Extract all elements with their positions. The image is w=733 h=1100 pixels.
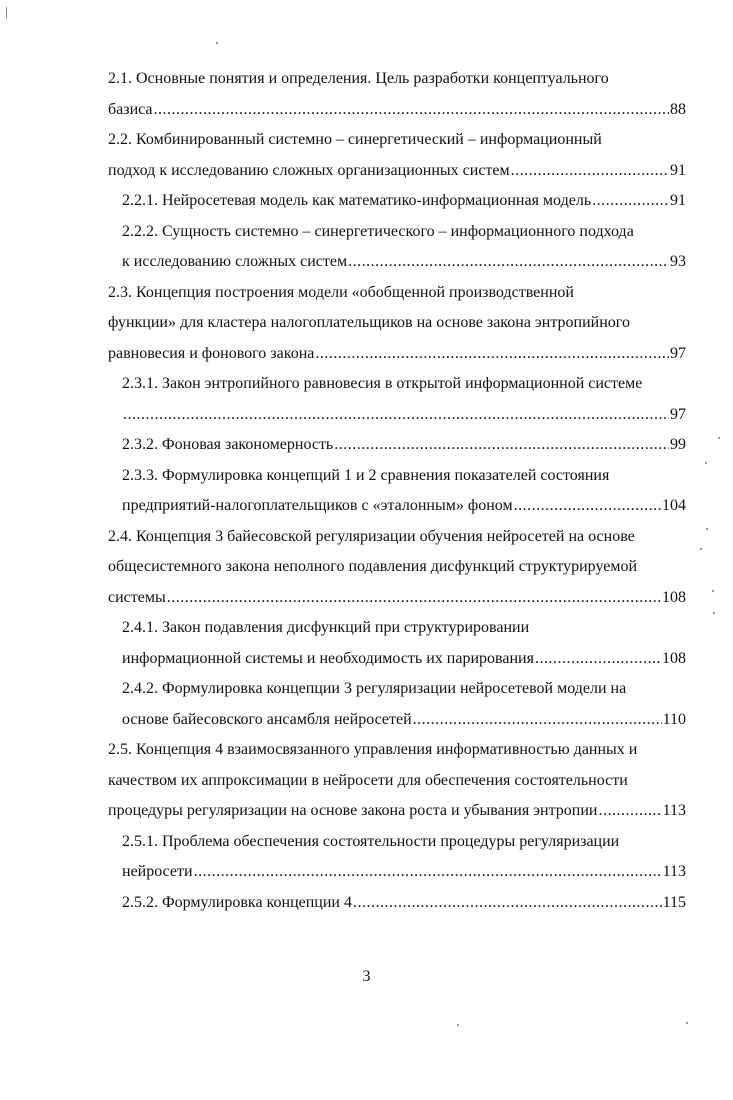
toc-entry-line: 2.5.1. Проблема обеспечения состоятельности процедуры регуляризации bbox=[122, 832, 620, 850]
scan-speck bbox=[457, 1024, 459, 1026]
toc-entry-line: 2.2.2. Сущность системно – синергетического – информационного подхода bbox=[122, 222, 634, 240]
toc-entry-title: равновесия и фонового закона bbox=[108, 344, 315, 362]
toc-entry-leader-line bbox=[108, 796, 686, 827]
toc-entry-leader-line bbox=[108, 339, 686, 370]
toc-entry-title: 2.3.2. Фоновая закономерность bbox=[122, 436, 334, 453]
toc-entry-page: 115 bbox=[662, 893, 686, 911]
dot-leader bbox=[154, 95, 669, 126]
dot-leader bbox=[592, 186, 669, 217]
dot-leader bbox=[353, 888, 662, 919]
toc-entry-line: функции» для кластера налогоплательщиков на основе закона энтропийного bbox=[108, 314, 630, 331]
toc-entry-leader-line bbox=[122, 888, 686, 919]
toc-entry bbox=[108, 369, 686, 430]
scan-speck bbox=[712, 590, 714, 592]
toc-entry-title: предприятий-налогоплательщиков с «эталонным» фоном bbox=[122, 497, 513, 514]
toc-entry bbox=[108, 125, 686, 186]
dot-leader bbox=[535, 644, 661, 675]
toc-entry bbox=[108, 461, 686, 522]
toc-entry-line: 2.3. Концепция построения модели «обобщенной производственной bbox=[108, 283, 574, 301]
dot-leader bbox=[123, 400, 669, 431]
toc-entry-page: 91 bbox=[670, 161, 686, 179]
toc-entry-line: 2.3.1. Закон энтропийного равновесия в открытой информационной системе bbox=[122, 375, 643, 392]
toc-entry-leader-line bbox=[122, 705, 686, 736]
toc-entry bbox=[108, 827, 686, 888]
toc-entry-page: 104 bbox=[662, 497, 686, 514]
toc-entry-leader-line bbox=[122, 186, 686, 217]
dot-leader bbox=[348, 247, 669, 278]
dot-leader bbox=[598, 796, 661, 827]
toc-entry-page: 97 bbox=[670, 405, 686, 423]
scan-speck bbox=[705, 462, 707, 464]
scan-speck bbox=[700, 548, 702, 550]
toc-entry-page: 93 bbox=[670, 253, 686, 270]
toc-entry-leader-line bbox=[122, 400, 686, 431]
toc-entry-leader-line bbox=[122, 491, 686, 522]
toc-entry-title: 2.2.1. Нейросетевая модель как математико-информационная модель bbox=[122, 192, 592, 209]
dot-leader bbox=[315, 339, 669, 370]
toc-entry-page: 97 bbox=[670, 344, 686, 362]
scan-speck bbox=[718, 437, 720, 439]
dot-leader bbox=[514, 491, 661, 522]
scan-speck bbox=[686, 1022, 688, 1024]
toc-entry-leader-line bbox=[122, 857, 686, 888]
toc-entry-title: основе байесовского ансамбля нейросетей bbox=[122, 710, 412, 728]
toc-entry-leader-line bbox=[108, 156, 686, 187]
toc-entry-line: 2.1. Основные понятия и определения. Цель разработки концептуального bbox=[108, 70, 609, 87]
scan-speck bbox=[713, 612, 715, 614]
toc-entry-page: 88 bbox=[670, 100, 686, 118]
table-of-contents bbox=[108, 64, 686, 918]
toc-entry-line: 2.3.3. Формулировка концепций 1 и 2 сравнения показателей состояния bbox=[122, 466, 610, 484]
toc-entry bbox=[108, 278, 686, 370]
toc-entry-leader-line bbox=[122, 644, 686, 675]
toc-entry bbox=[108, 674, 686, 735]
scan-speck bbox=[216, 42, 218, 44]
toc-entry-leader-line bbox=[108, 95, 686, 126]
toc-entry-title: подход к исследованию сложных организационных систем bbox=[108, 161, 510, 179]
toc-entry-line: 2.4.2. Формулировка концепции 3 регуляризации нейросетевой модели на bbox=[122, 680, 627, 697]
toc-entry-title: базиса bbox=[108, 100, 153, 118]
toc-entry-page: 113 bbox=[662, 802, 686, 819]
toc-entry bbox=[108, 888, 686, 919]
toc-entry-page: 99 bbox=[670, 436, 686, 453]
toc-entry-page: 91 bbox=[670, 192, 686, 209]
toc-entry-title: системы bbox=[108, 588, 166, 606]
dot-leader bbox=[413, 705, 662, 736]
dot-leader bbox=[194, 857, 662, 888]
toc-entry bbox=[108, 613, 686, 674]
toc-entry-page: 110 bbox=[662, 710, 686, 728]
toc-entry-line: общесистемного закона неполного подавления дисфункций структурируемой bbox=[108, 558, 638, 575]
toc-entry-title: процедуры регуляризации на основе закона роста и убывания энтропии bbox=[108, 802, 598, 819]
toc-entry-leader-line bbox=[122, 247, 686, 278]
toc-entry-title: к исследованию сложных систем bbox=[122, 253, 348, 270]
toc-entry bbox=[108, 735, 686, 827]
toc-entry-page: 108 bbox=[662, 588, 686, 606]
toc-entry-title: 2.5.2. Формулировка концепции 4 bbox=[122, 893, 352, 911]
toc-entry bbox=[108, 522, 686, 614]
toc-entry-title: нейросети bbox=[122, 863, 193, 880]
toc-entry-line: 2.5. Концепция 4 взаимосвязанного управления информативностью данных и bbox=[108, 741, 638, 758]
toc-entry bbox=[108, 217, 686, 278]
toc-entry bbox=[108, 186, 686, 217]
toc-entry-leader-line bbox=[108, 583, 686, 614]
scan-speck bbox=[706, 528, 708, 530]
toc-entry-page: 108 bbox=[662, 649, 686, 667]
dot-leader bbox=[511, 156, 669, 187]
toc-entry-title: информационной системы и необходимость их парирования bbox=[122, 649, 534, 667]
scan-speck bbox=[6, 6, 7, 20]
toc-entry-page: 113 bbox=[662, 863, 686, 880]
toc-entry-line: 2.2. Комбинированный системно – синергетический – информационный bbox=[108, 131, 602, 148]
page-number: 3 bbox=[362, 968, 371, 985]
toc-entry-line: качеством их аппроксимации в нейросети для обеспечения состоятельности bbox=[108, 771, 628, 789]
toc-entry bbox=[108, 430, 686, 461]
toc-entry-line: 2.4.1. Закон подавления дисфункций при структурировании bbox=[122, 619, 530, 636]
dot-leader bbox=[334, 430, 669, 461]
dot-leader bbox=[167, 583, 661, 614]
toc-entry-line: 2.4. Концепция 3 байесовской регуляризации обучения нейросетей на основе bbox=[108, 527, 635, 545]
toc-entry bbox=[108, 64, 686, 125]
toc-entry-leader-line bbox=[122, 430, 686, 461]
